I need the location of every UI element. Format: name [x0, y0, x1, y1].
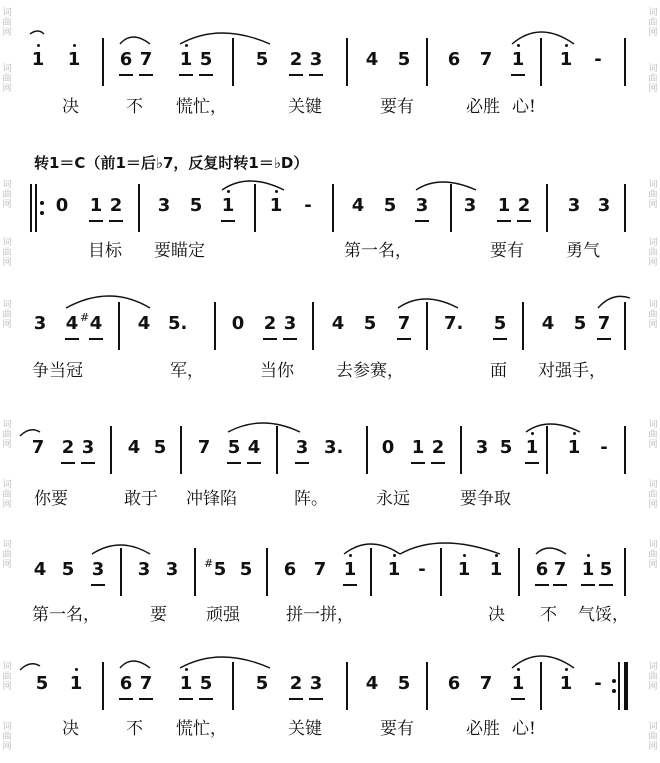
barline [35, 184, 37, 232]
watermark: 词曲网 [648, 64, 658, 94]
barline [312, 302, 314, 350]
note: 5 [499, 437, 513, 458]
repeat-dot [612, 679, 616, 683]
note: 4 [137, 313, 151, 334]
staff-line-6 [0, 662, 660, 722]
note: 7 [31, 437, 45, 458]
lyric: 慌忙， [176, 719, 227, 739]
watermark: 词曲网 [648, 540, 658, 570]
lyric: 决 [62, 97, 79, 117]
lyric: 心! [512, 719, 536, 739]
note: 4 [351, 195, 365, 216]
barline [460, 426, 462, 474]
lyric: 关键 [288, 719, 322, 739]
lyric: 必胜 [466, 97, 500, 117]
barline [346, 38, 348, 86]
barline [366, 426, 368, 474]
note: - [418, 559, 426, 580]
barline [276, 426, 278, 474]
lyric: 要争取 [460, 489, 511, 509]
note: 4 [331, 313, 345, 334]
watermark: 词曲网 [648, 8, 658, 38]
note: 2 [430, 436, 446, 460]
barline [540, 38, 542, 86]
barline [426, 38, 428, 86]
note: 7 [197, 437, 211, 458]
barline [624, 38, 626, 86]
note: 4 [541, 313, 555, 334]
barline [522, 302, 524, 350]
note: 5 [189, 195, 203, 216]
watermark: 词曲网 [2, 180, 12, 210]
note: 7. [444, 313, 464, 334]
barline [214, 302, 216, 350]
barline [232, 662, 234, 710]
lyric: 决 [62, 719, 79, 739]
staff-line-4 [0, 426, 660, 486]
repeat-dot [612, 689, 616, 693]
note: 7 [479, 49, 493, 70]
note: 7 [552, 558, 568, 582]
lyric: 冲锋陷 [186, 489, 237, 509]
note: 4 [246, 436, 262, 460]
note: - [594, 49, 602, 70]
note: 0 [381, 437, 395, 458]
barline [540, 662, 542, 710]
note: 3 [567, 195, 581, 216]
lyric: 心! [512, 97, 536, 117]
note: 1 [68, 672, 84, 696]
note: 5 [198, 48, 214, 72]
note: 1 [386, 558, 402, 582]
note: 1 [30, 48, 46, 72]
note: 2 [60, 436, 76, 460]
watermark: 词曲网 [2, 8, 12, 38]
note: 5 [198, 672, 214, 696]
lyric: 第一名， [344, 241, 412, 261]
note: 7 [138, 672, 154, 696]
left-watermark-column [0, 0, 14, 763]
note: 4 [365, 673, 379, 694]
barline [370, 548, 372, 596]
lyric: 去参赛， [336, 361, 404, 381]
lyric: 目标 [88, 241, 122, 261]
watermark: 词曲网 [2, 722, 12, 752]
lyric: 敢于 [124, 489, 158, 509]
note: 5 [153, 437, 167, 458]
note: 3 [80, 436, 96, 460]
note: 5 [239, 559, 253, 580]
lyric: 争当冠 [32, 361, 83, 381]
note: 3 [308, 48, 324, 72]
note: 7 [313, 559, 327, 580]
note: 1 [558, 672, 574, 696]
lyric: 阵。 [294, 489, 328, 509]
note: 5 [35, 673, 49, 694]
lyric: 必胜 [466, 719, 500, 739]
lyric: 第一名， [32, 605, 100, 625]
note: 2 [262, 312, 278, 336]
barline [624, 426, 626, 474]
lyric: 不 [126, 97, 143, 117]
note: 6 [283, 559, 297, 580]
lyric: 拼一拼， [286, 605, 354, 625]
right-watermark-column [646, 0, 660, 763]
barline [194, 548, 196, 596]
lyric: 当你 [260, 361, 294, 381]
note: - [594, 673, 602, 694]
watermark: 词曲网 [648, 238, 658, 268]
note: 5 [255, 49, 269, 70]
watermark: 词曲网 [2, 420, 12, 450]
barline [102, 662, 104, 710]
barline [518, 548, 520, 596]
note: 5 [61, 559, 75, 580]
barline [120, 548, 122, 596]
lyric: 不 [540, 605, 557, 625]
staff-line-1 [0, 38, 660, 98]
note: 1 [510, 672, 526, 696]
repeat-dot [40, 201, 44, 205]
note: 5 [598, 558, 614, 582]
note: 4 [365, 49, 379, 70]
note: 4 [33, 559, 47, 580]
barline [110, 426, 112, 474]
note: 7 [479, 673, 493, 694]
note: - [600, 437, 608, 458]
watermark: 词曲网 [2, 300, 12, 330]
note: 1 [496, 194, 512, 218]
note: 5 [226, 436, 242, 460]
note: 1 [342, 558, 358, 582]
note: 4 [127, 437, 141, 458]
note: 3 [294, 436, 310, 460]
note: 1 [456, 558, 472, 582]
barline [546, 426, 548, 474]
lyric: 顽强 [206, 605, 240, 625]
note: - [304, 195, 312, 216]
barline [450, 184, 452, 232]
note: 1 [268, 194, 284, 218]
note: 1 [88, 194, 104, 218]
barline [624, 548, 626, 596]
note: 5. [168, 313, 188, 334]
note: 4 [64, 312, 80, 336]
staff-line-3 [0, 302, 660, 362]
barline [624, 184, 626, 232]
staff-line-5 [0, 548, 660, 608]
repeat-dot [40, 211, 44, 215]
lyric: 勇气 [566, 241, 600, 261]
barline [232, 38, 234, 86]
barline [102, 38, 104, 86]
slur [30, 31, 44, 34]
note: 3 [308, 672, 324, 696]
repeat-start-barline [30, 184, 32, 232]
lyric: 永远 [376, 489, 410, 509]
barline [254, 184, 256, 232]
note: 3 [90, 558, 106, 582]
lyric: 对强手， [538, 361, 606, 381]
watermark: 词曲网 [2, 64, 12, 94]
note: 3 [137, 559, 151, 580]
lyric: 军， [170, 361, 204, 381]
watermark: 词曲网 [648, 722, 658, 752]
repeat-end-barline [624, 662, 628, 710]
barline [426, 302, 428, 350]
note: 1 [220, 194, 236, 218]
note: # 5 [204, 557, 227, 580]
lyric: 不 [126, 719, 143, 739]
lyric: 要有 [380, 719, 414, 739]
note: 3 [282, 312, 298, 336]
key-change-annotation: 转1＝C（前1＝后♭7，反复时转1＝♭D） [34, 154, 309, 172]
note: 6 [118, 672, 134, 696]
note: 2 [108, 194, 124, 218]
note: 5 [492, 312, 508, 336]
barline [346, 662, 348, 710]
lyric: 你要 [34, 489, 68, 509]
watermark: 词曲网 [648, 480, 658, 510]
note: 3 [597, 195, 611, 216]
lyric: 要瞄定 [154, 241, 205, 261]
lyric: 决 [488, 605, 505, 625]
note: 7 [596, 312, 612, 336]
note: 3. [324, 437, 344, 458]
note: 7 [138, 48, 154, 72]
note: 2 [516, 194, 532, 218]
lyric: 要有 [490, 241, 524, 261]
lyric: 要 [150, 605, 167, 625]
watermark: 词曲网 [648, 300, 658, 330]
note: 6 [118, 48, 134, 72]
note: 1 [488, 558, 504, 582]
note: 1 [510, 48, 526, 72]
note: 0 [55, 195, 69, 216]
barline [180, 426, 182, 474]
note: 6 [447, 49, 461, 70]
note: 3 [463, 195, 477, 216]
watermark: 词曲网 [2, 480, 12, 510]
watermark: 词曲网 [2, 540, 12, 570]
watermark: 词曲网 [648, 180, 658, 210]
note: 6 [534, 558, 550, 582]
lyric: 关键 [288, 97, 322, 117]
note: 1 [66, 48, 82, 72]
note: 5 [255, 673, 269, 694]
lyric: 面 [490, 361, 507, 381]
lyric: 气馁， [578, 605, 629, 625]
note: 5 [397, 673, 411, 694]
note: 0 [231, 313, 245, 334]
note: 7 [396, 312, 412, 336]
watermark: 词曲网 [2, 662, 12, 692]
lyric: 慌忙， [176, 97, 227, 117]
barline [546, 184, 548, 232]
note: 3 [475, 437, 489, 458]
watermark: 词曲网 [648, 662, 658, 692]
staff-line-2 [0, 184, 660, 244]
note: 5 [573, 313, 587, 334]
note: 3 [165, 559, 179, 580]
note: 2 [288, 672, 304, 696]
barline [426, 662, 428, 710]
note: 3 [414, 194, 430, 218]
note: 1 [178, 48, 194, 72]
note: 6 [447, 673, 461, 694]
barline [332, 184, 334, 232]
note: 2 [288, 48, 304, 72]
barline [138, 184, 140, 232]
note: 5 [397, 49, 411, 70]
note: 5 [363, 313, 377, 334]
note: 1 [558, 48, 574, 72]
barline [618, 662, 620, 710]
barline [440, 548, 442, 596]
barline [118, 302, 120, 350]
lyric: 要有 [380, 97, 414, 117]
watermark: 词曲网 [648, 420, 658, 450]
note: 3 [157, 195, 171, 216]
note: 5 [383, 195, 397, 216]
barline [266, 548, 268, 596]
note: # 4 [88, 312, 104, 336]
note: 1 [524, 436, 540, 460]
barline [624, 302, 626, 350]
note: 3 [33, 313, 47, 334]
note: 1 [410, 436, 426, 460]
note: 1 [566, 436, 582, 460]
note: 1 [178, 672, 194, 696]
note: 1 [580, 558, 596, 582]
watermark: 词曲网 [2, 238, 12, 268]
